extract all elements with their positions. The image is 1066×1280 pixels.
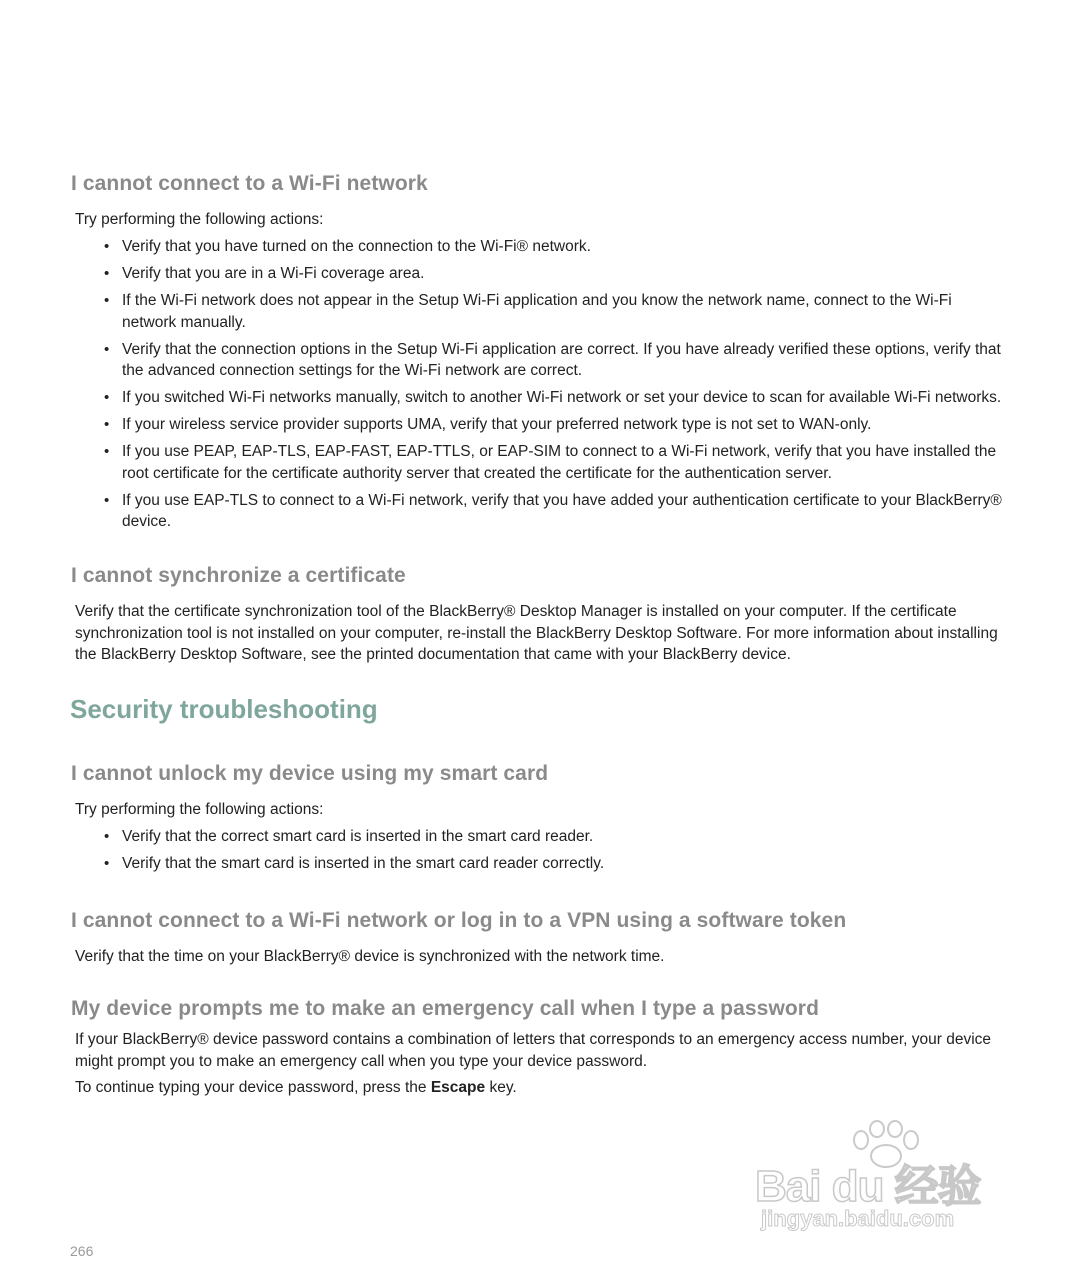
bullet-icon: • bbox=[104, 265, 110, 282]
bullet-icon: • bbox=[104, 416, 110, 433]
smartcard-intro: Try performing the following actions: bbox=[75, 801, 324, 818]
list-item: • Verify that the smart card is inserted in the smart card reader correctly. bbox=[104, 853, 1004, 875]
smartcard-heading: I cannot unlock my device using my smart card bbox=[71, 762, 549, 785]
list-item: • Verify that you are in a Wi-Fi coverage area. bbox=[104, 263, 1004, 285]
list-item: • Verify that the correct smart card is inserted in the smart card reader. bbox=[104, 826, 1004, 848]
bullet-icon: • bbox=[104, 238, 110, 255]
wifi-actions-list bbox=[104, 236, 1004, 538]
bullet-icon: • bbox=[104, 292, 110, 309]
certificate-body: Verify that the certificate synchronization tool of the BlackBerry® Desktop Manager is installed on your computer. If the certificate synchronization tool is not installed on your computer, re-install the BlackBerry Desktop Software. For more information about installing the BlackBerry Desktop Software, see the printed documentation that came with your BlackBerry device. bbox=[75, 603, 998, 663]
list-item: • If you switched Wi-Fi networks manually, switch to another Wi-Fi network or set your device to scan for available Wi-Fi networks. bbox=[104, 387, 1004, 409]
list-item: • If your wireless service provider supports UMA, verify that your preferred network type is not set to WAN-only. bbox=[104, 414, 1004, 436]
page-number: 266 bbox=[70, 1243, 94, 1259]
baidu-watermark bbox=[755, 1120, 1005, 1240]
watermark-url: jingyan.baidu.com bbox=[761, 1206, 955, 1231]
emergency-heading: My device prompts me to make an emergency call when I type a password bbox=[71, 997, 820, 1020]
bullet-icon: • bbox=[104, 340, 110, 358]
wifi-heading: I cannot connect to a Wi-Fi network bbox=[71, 172, 428, 195]
list-item: • Verify that you have turned on the connection to the Wi-Fi® network. bbox=[104, 236, 1004, 258]
bullet-icon: • bbox=[104, 389, 110, 406]
security-title: Security troubleshooting bbox=[70, 694, 378, 724]
bullet-icon: • bbox=[104, 443, 110, 460]
escape-key-label: Escape bbox=[430, 1079, 486, 1096]
list-item: • If you use PEAP, EAP-TLS, EAP-FAST, EAP-TTLS, or EAP-SIM to connect to a Wi-Fi network, verify that you have installed the root certificate for the certificate authority server that created the certificate for the authentication server. bbox=[104, 443, 997, 482]
token-heading: I cannot connect to a Wi-Fi network or log in to a VPN using a software token bbox=[71, 909, 847, 932]
list-item: • Verify that the connection options in the Setup Wi-Fi application are correct. If you have already verified these options, verify that the advanced connection settings for the Wi-Fi network are correct. bbox=[104, 340, 1001, 379]
emergency-continue: To continue typing your device password, press the Escape key. bbox=[75, 1079, 517, 1096]
bullet-icon: • bbox=[104, 491, 110, 509]
certificate-heading: I cannot synchronize a certificate bbox=[71, 564, 406, 587]
list-item: • If you use EAP-TLS to connect to a Wi-Fi network, verify that you have added your authentication certificate to your BlackBerry® device. bbox=[104, 491, 1002, 530]
wifi-intro: Try performing the following actions: bbox=[75, 211, 324, 228]
list-item: • If the Wi-Fi network does not appear in the Setup Wi-Fi application and you know the network name, connect to the Wi-Fi network manually. bbox=[104, 292, 952, 331]
smartcard-actions-list bbox=[104, 826, 1004, 880]
token-body: Verify that the time on your BlackBerry® device is synchronized with the network time. bbox=[75, 948, 665, 965]
watermark-brand: Bai du 经验 bbox=[755, 1162, 981, 1211]
bullet-icon: • bbox=[104, 828, 110, 845]
emergency-body: If your BlackBerry® device password contains a combination of letters that corresponds to an emergency access number, your device might prompt you to make an emergency call when you type your device password. bbox=[75, 1031, 992, 1070]
bullet-icon: • bbox=[104, 855, 110, 872]
